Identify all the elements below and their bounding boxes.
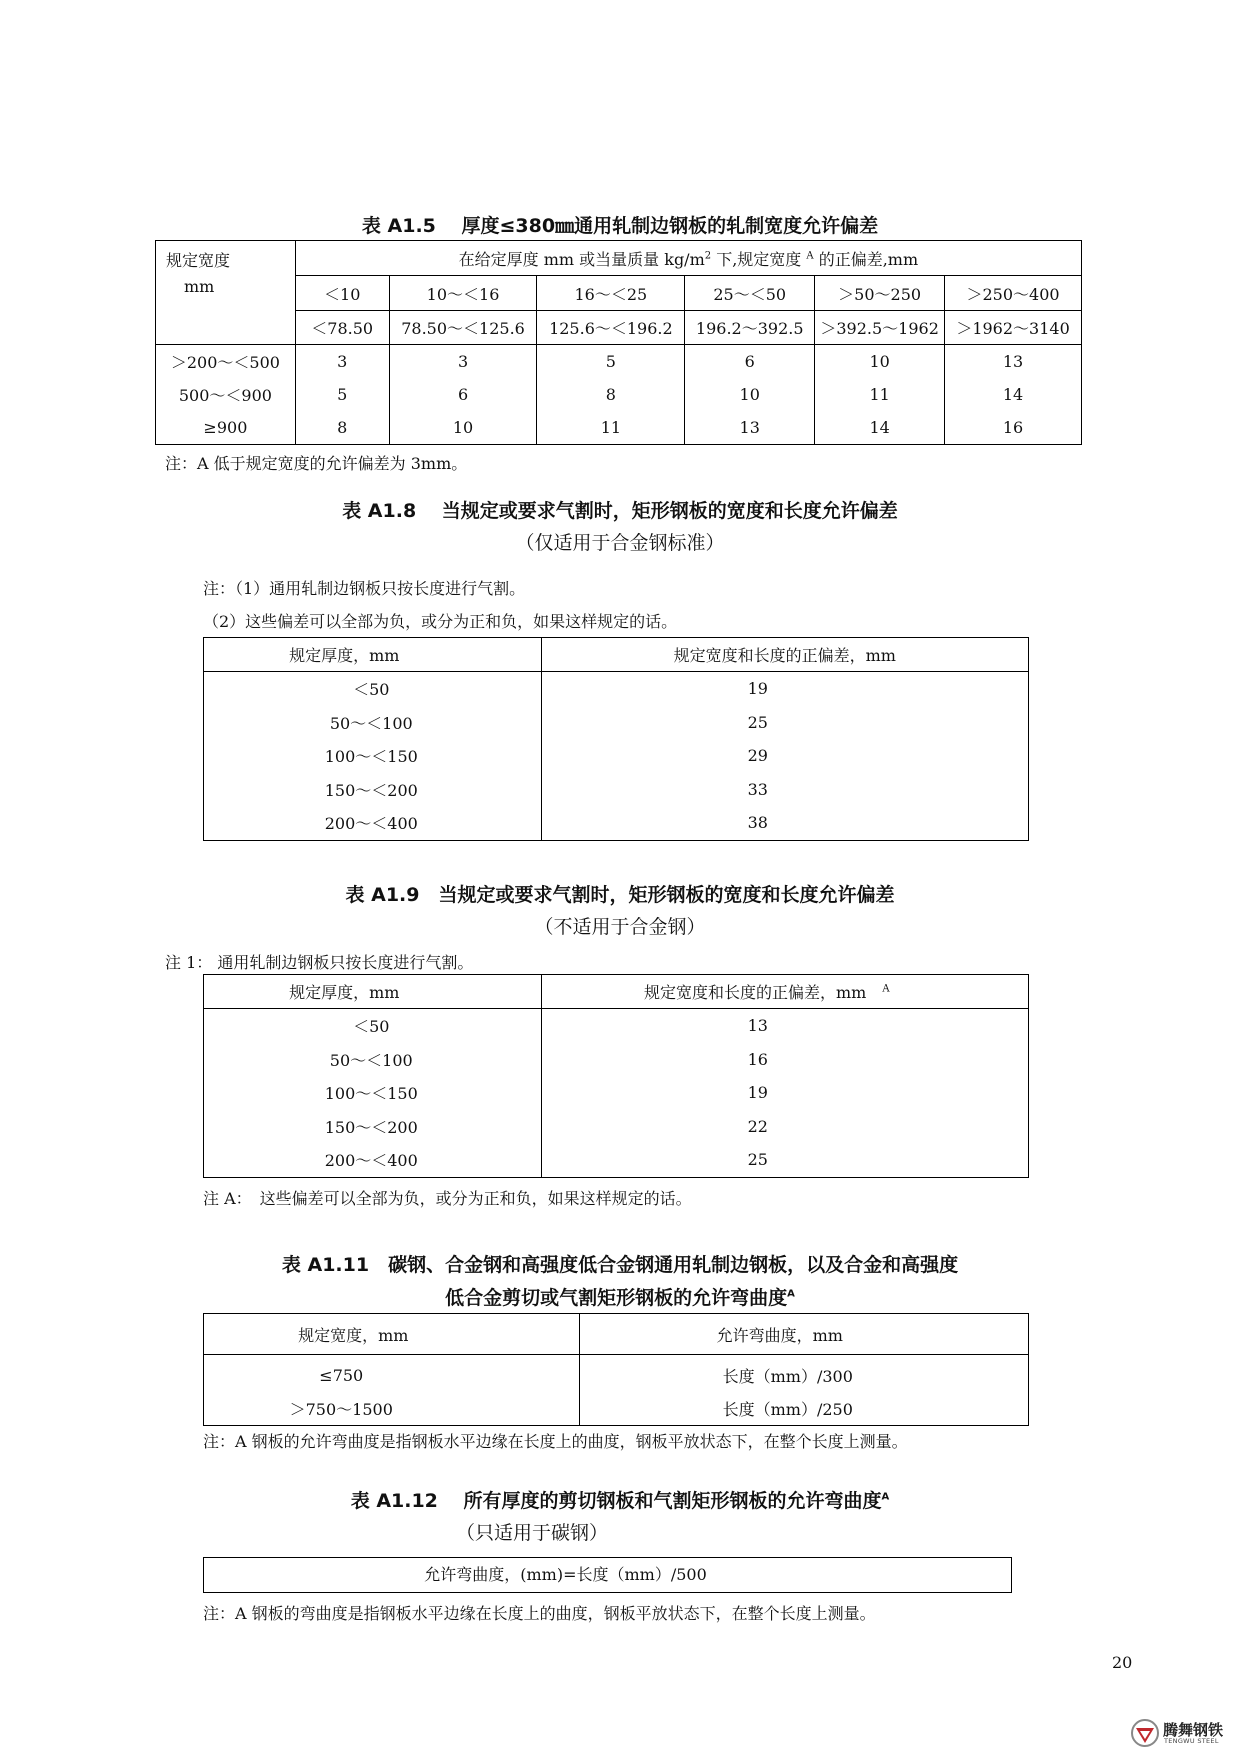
row-value: 25 [747, 712, 768, 732]
logo-mark-icon [1130, 1718, 1160, 1748]
row-label-cell [204, 1355, 580, 1393]
table-a1-12-caption: 表 A1.12 所有厚度的剪切钢板和气割矩形钢板的允许弯曲度$^A$ [350, 1490, 890, 1512]
row-value-cell [541, 672, 1028, 706]
mass-range-cell: ＞1962～3140 [945, 311, 1082, 345]
table-a1-5-note: 注：A 低于规定宽度的允许偏差为 3mm。 [165, 454, 468, 473]
col-deviation-header: 规定宽度和长度的正偏差，mm [541, 638, 1028, 672]
row-label-cell [204, 1043, 542, 1077]
head-span-sup2: A [806, 250, 814, 262]
head-span [295, 241, 1081, 276]
row-value-cell [541, 1043, 1028, 1077]
table-row [204, 706, 1029, 740]
row-label-cell [204, 1110, 542, 1144]
row-label-cell [204, 1009, 542, 1043]
row-value-cell [541, 706, 1028, 740]
col-deviation-label: 规定宽度和长度的正偏差，mm [643, 983, 867, 1002]
thickness-range-cell: ＞250～400 [945, 276, 1082, 311]
value-cell: 6 [685, 345, 815, 379]
row-label-cell [204, 1143, 542, 1177]
value-cell: 6 [389, 378, 537, 411]
value-cell: 16 [945, 411, 1082, 445]
table-a1-9-caption: 表 A1.9 当规定或要求气割时，矩形钢板的宽度和长度允许偏差 [345, 884, 895, 906]
table-row [156, 411, 1082, 445]
row-label-cell [204, 773, 542, 807]
logo-en-text: TENGWU STEEL [1164, 1737, 1219, 1745]
table-a1-8-note2: （2）这些偏差可以全部为负，或分为正和负，如果这样规定的话。 [203, 612, 678, 631]
table-row [204, 806, 1029, 840]
row-label: 100～＜150 [324, 1084, 418, 1104]
mass-range-cell: ＞392.5～1962 [815, 311, 945, 345]
table-row [204, 1143, 1029, 1177]
mass-range-cell: 196.2～392.5 [685, 311, 815, 345]
table-a1-8-note1: 注：（1）通用轧制边钢板只按长度进行气割。 [203, 579, 526, 598]
caption-sup: A [787, 1288, 795, 1300]
row-value-cell [541, 806, 1028, 840]
col-deviation-header [541, 975, 1028, 1009]
row-value-cell [541, 739, 1028, 773]
row-label-cell [204, 806, 542, 840]
table-row [204, 773, 1029, 807]
col-deviation-sup: A [882, 983, 890, 995]
row-label-cell [204, 1392, 580, 1426]
row-label: 150～＜200 [324, 780, 418, 800]
value-cell: 10 [685, 378, 815, 411]
row-value: 16 [747, 1049, 768, 1069]
row-value-cell [541, 1110, 1028, 1144]
row-value-cell [541, 1009, 1028, 1043]
row-label: ＞750～1500 [289, 1400, 393, 1419]
company-logo [1130, 1718, 1240, 1750]
table-row [204, 672, 1029, 706]
row-value: 22 [747, 1116, 768, 1136]
row-value-cell [579, 1355, 1028, 1393]
table-a1-8-subcaption: （仅适用于合金钢标准） [515, 532, 725, 554]
col-width-header: 规定宽度，mm [204, 1314, 580, 1355]
table-row [204, 1110, 1029, 1144]
thickness-range-cell: 25～＜50 [685, 276, 815, 311]
table-a1-11 [203, 1313, 1029, 1426]
row-label: ＜50 [353, 1017, 390, 1037]
table-row [204, 1076, 1029, 1110]
page-number: 20 [1112, 1653, 1133, 1672]
table-a1-5-caption: 表 A1.5 厚度≤380㎜通用轧制边钢板的轧制宽度允许偏差 [361, 215, 879, 237]
value-cell: 13 [945, 345, 1082, 379]
mass-range-cell: ＜78.50 [295, 311, 389, 345]
table-a1-8-caption: 表 A1.8 当规定或要求气割时，矩形钢板的宽度和长度允许偏差 [342, 500, 898, 522]
head-span-sup1: 2 [704, 250, 712, 262]
table-a1-12-subcaption: （只适用于碳钢） [455, 1522, 608, 1544]
table-a1-12 [203, 1557, 1012, 1593]
row-value: 25 [747, 1150, 768, 1170]
head-span-pre: 在给定厚度 mm 或当量质量 kg/m [458, 249, 705, 269]
row-value: 19 [747, 679, 768, 699]
value-cell: 11 [815, 378, 945, 411]
head-width-label: 规定宽度 [166, 251, 231, 270]
value-cell: 3 [389, 345, 537, 379]
row-label: 100～＜150 [324, 747, 418, 767]
row-value-cell [541, 773, 1028, 807]
table-row [204, 1392, 1029, 1426]
row-value: 长度（mm）/300 [722, 1367, 853, 1386]
width-cell: ＞200～＜500 [156, 345, 296, 379]
value-cell: 8 [537, 378, 685, 411]
thickness-range-cell: ＞50～250 [815, 276, 945, 311]
value-cell: 8 [295, 411, 389, 445]
row-label-cell [204, 672, 542, 706]
table-a1-9-note-bottom: 注 A： 这些偏差可以全部为负，或分为正和负，如果这样规定的话。 [203, 1189, 692, 1208]
table-a1-8 [203, 637, 1029, 841]
row-label: 200～＜400 [324, 1151, 418, 1171]
table-a1-12-cell: 允许弯曲度，(mm)=长度（mm）/500 [424, 1565, 707, 1584]
row-label: 50～＜100 [329, 1050, 413, 1070]
col-camber-header: 允许弯曲度，mm [579, 1314, 1028, 1355]
table-a1-11-caption-line2: 低合金剪切或气割矩形钢板的允许弯曲度$^A$ [445, 1287, 795, 1309]
head-span-post: 的正偏差,mm [813, 249, 919, 269]
row-label: ＜50 [353, 680, 390, 700]
row-value-cell [579, 1392, 1028, 1426]
value-cell: 14 [815, 411, 945, 445]
thickness-range-cell: ＜10 [295, 276, 389, 311]
row-value-cell [541, 1143, 1028, 1177]
mass-range-cell: 78.50～＜125.6 [389, 311, 537, 345]
mass-range-cell: 125.6～＜196.2 [537, 311, 685, 345]
caption-sup: A [881, 1491, 890, 1503]
row-value: 长度（mm）/250 [722, 1400, 853, 1419]
table-a1-11-note: 注：A 钢板的允许弯曲度是指钢板水平边缘在长度上的曲度，钢板平放状态下，在整个长度上测量。 [203, 1432, 908, 1451]
table-row [204, 1355, 1029, 1393]
value-cell: 13 [685, 411, 815, 445]
head-specified-width [156, 241, 296, 345]
row-label: 50～＜100 [329, 713, 413, 733]
value-cell: 10 [815, 345, 945, 379]
table-a1-9-subcaption: （不适用于合金钢） [534, 916, 706, 938]
table-a1-9-note-top: 注 1： 通用轧制边钢板只按长度进行气割。 [165, 953, 474, 972]
width-cell: 500～＜900 [156, 378, 296, 411]
row-value: 13 [747, 1016, 768, 1036]
table-row [204, 1009, 1029, 1043]
row-value: 19 [747, 1083, 768, 1103]
table-a1-9 [203, 974, 1029, 1178]
col-thickness-header: 规定厚度，mm [204, 638, 542, 672]
value-cell: 14 [945, 378, 1082, 411]
row-label-cell [204, 706, 542, 740]
table-a1-11-caption-line1: 表 A1.11 碳钢、合金钢和高强度低合金钢通用轧制边钢板，以及合金和高强度 [281, 1254, 959, 1276]
thickness-range-cell: 10～＜16 [389, 276, 537, 311]
width-cell: ≥900 [156, 411, 296, 445]
table-row [204, 739, 1029, 773]
row-label-cell [204, 1076, 542, 1110]
head-width-unit: mm [184, 277, 215, 296]
row-value: 33 [747, 779, 768, 799]
logo-cn-text: 腾舞钢铁 [1163, 1721, 1224, 1739]
value-cell: 10 [389, 411, 537, 445]
value-cell: 3 [295, 345, 389, 379]
table-row [156, 378, 1082, 411]
row-value-cell [541, 1076, 1028, 1110]
row-label-cell [204, 739, 542, 773]
value-cell: 5 [295, 378, 389, 411]
row-label: 200～＜400 [324, 814, 418, 834]
row-label: ≤750 [319, 1366, 364, 1385]
table-a1-5 [155, 240, 1082, 445]
row-value: 38 [747, 813, 768, 833]
table-a1-12-note: 注：A 钢板的弯曲度是指钢板水平边缘在长度上的曲度，钢板平放状态下，在整个长度上测量。 [203, 1604, 876, 1623]
table-row [204, 1043, 1029, 1077]
table-row [156, 345, 1082, 379]
head-span-mid: 下,规定宽度 [711, 249, 807, 269]
value-cell: 5 [537, 345, 685, 379]
thickness-range-cell: 16～＜25 [537, 276, 685, 311]
value-cell: 11 [537, 411, 685, 445]
row-label: 150～＜200 [324, 1117, 418, 1137]
row-value: 29 [747, 746, 768, 766]
col-thickness-header: 规定厚度，mm [204, 975, 542, 1009]
